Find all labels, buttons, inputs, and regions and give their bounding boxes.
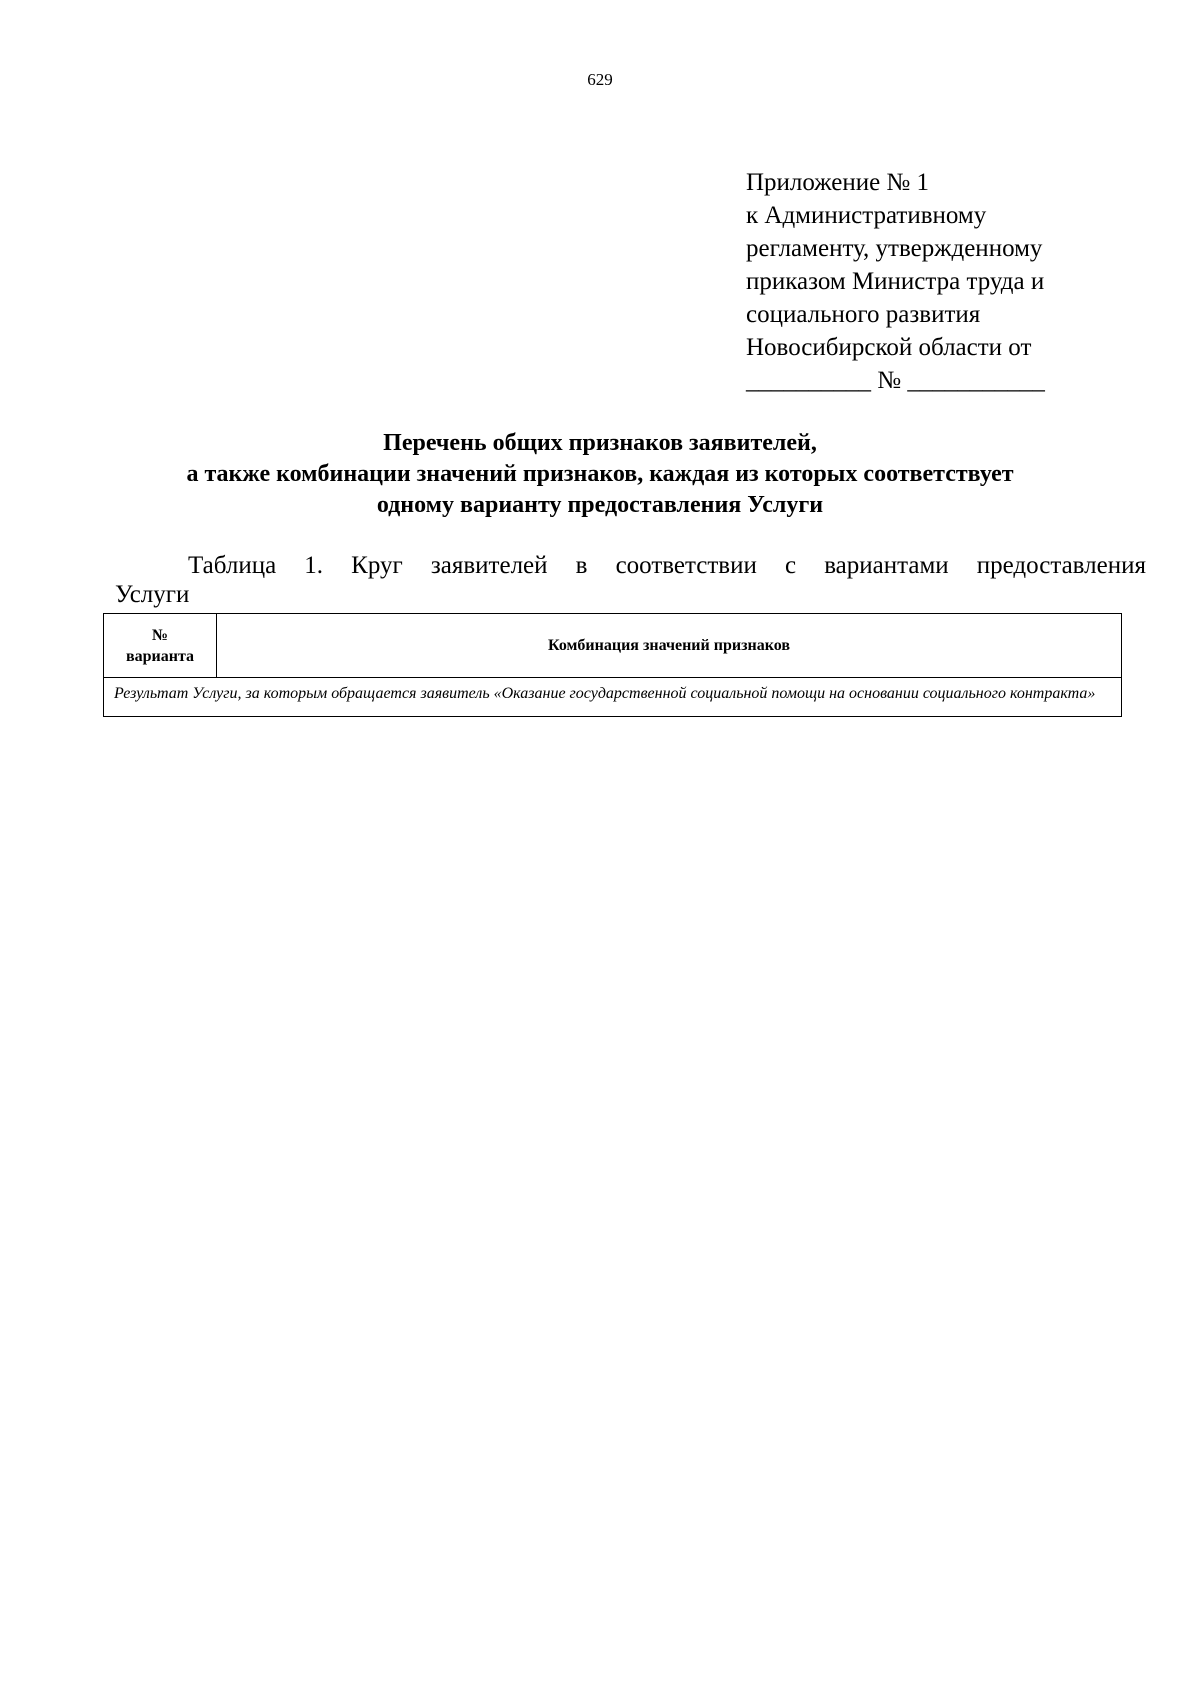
table-caption-line: Услуги: [115, 581, 190, 608]
appendix-line: Приложение № 1: [746, 169, 930, 196]
appendix-line: социального развития: [746, 301, 981, 328]
table-caption-line: Таблица 1. Круг заявителей в соответствии с вариантами предоставления: [188, 552, 1146, 579]
appendix-line: Новосибирской области от: [746, 334, 1032, 361]
appendix-line: приказом Министра труда и: [746, 268, 1045, 295]
appendix-line: регламенту, утвержденному: [746, 235, 1043, 262]
header-combination: Комбинация значений признаков: [217, 614, 1122, 678]
title-line: одному варианту предоставления Услуги: [376, 492, 824, 518]
header-variant-word: варианта: [125, 647, 195, 665]
table-header-row: [104, 614, 1122, 678]
title-line: Перечень общих признаков заявителей,: [383, 430, 817, 456]
header-number-sign: №: [151, 626, 169, 644]
variants-table: [103, 613, 1122, 717]
header-variant-number: [104, 614, 217, 678]
title-line: а также комбинации значений признаков, каждая из которых соответствует: [186, 461, 1014, 487]
document-title: [100, 428, 1100, 521]
appendix-block: [746, 166, 1146, 397]
table-caption: [115, 551, 1146, 609]
appendix-line: к Административному: [746, 202, 987, 229]
page-number: 629: [587, 70, 613, 89]
appendix-date-number-line: __________ № ___________: [746, 367, 1045, 394]
result-row-cell: Результат Услуги, за которым обращается заявитель «Оказание государственной социальной помощи на основании социального контракта»: [104, 678, 1122, 717]
table-row: [104, 678, 1122, 717]
